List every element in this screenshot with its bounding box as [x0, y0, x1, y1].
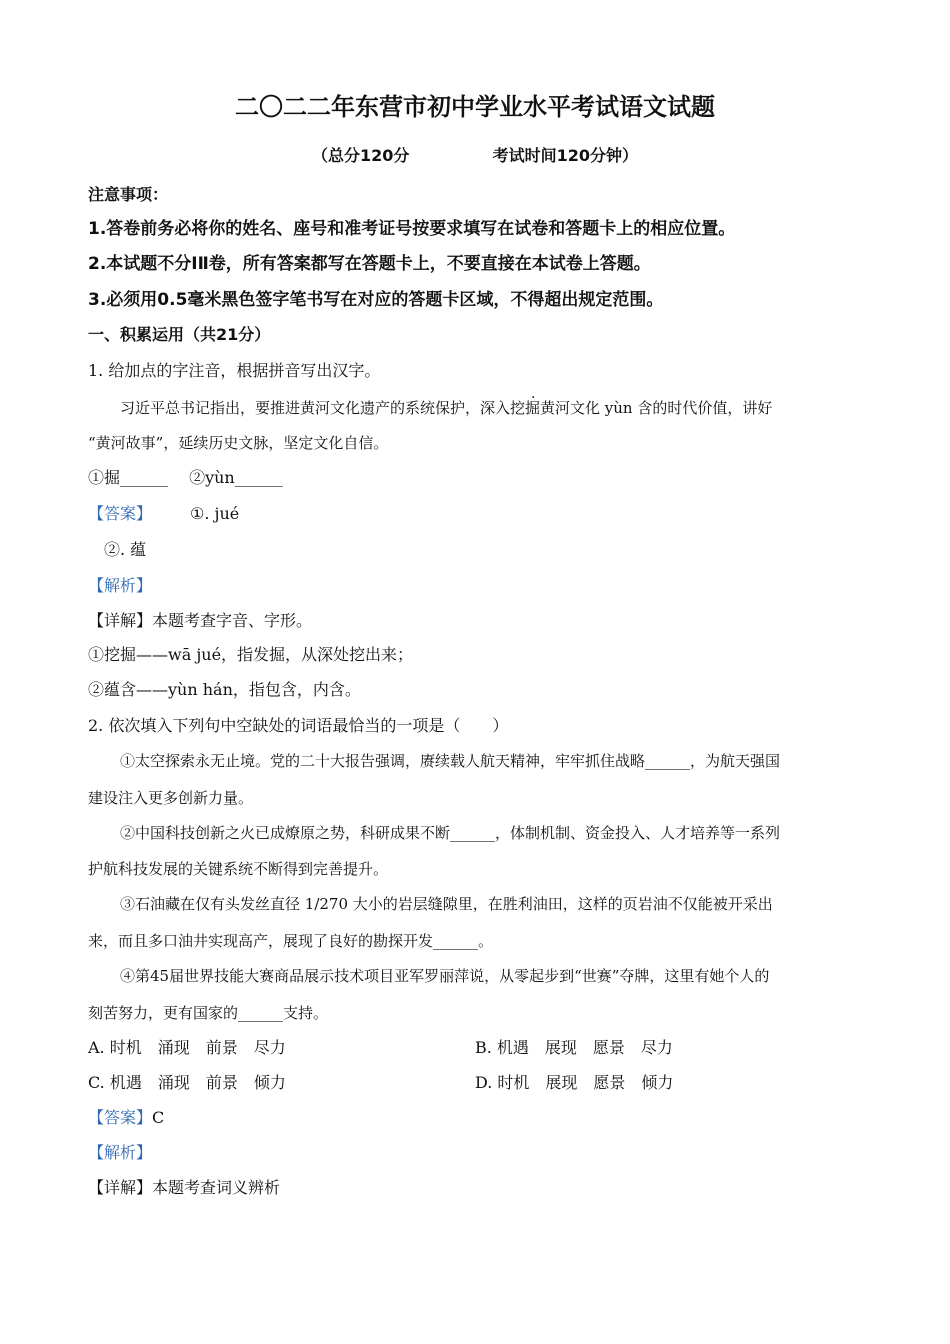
- q2-sentence-3a: ③石油藏在仅有头发丝直径 1/270 大小的岩层缝隙里，在胜利油田，这样的页岩油不仅能被开采出: [120, 895, 773, 913]
- q1-blanks: ①掘______ ②yùn______: [88, 468, 283, 487]
- q1-answer-2: ②. 蕴: [104, 540, 147, 559]
- q2-option-a: A. 时机 涌现 前景 尽力: [88, 1038, 286, 1057]
- q2-detail: 【详解】本题考查词义辨析: [88, 1178, 281, 1197]
- dotted-char: 掘: [525, 399, 541, 417]
- q1-passage-line-1: 习近平总书记指出，要推进黄河文化遗产的系统保护，深入挖掘黄河文化 yùn 含的时代价值，讲好: [120, 399, 773, 417]
- q2-analysis-label: 【解析】: [88, 1143, 153, 1162]
- q2-sentence-1b: 建设注入更多创新力量。: [88, 789, 254, 807]
- q2-option-d: D. 时机 展现 愿景 倾力: [475, 1073, 674, 1092]
- q1-detail-1: ①挖掘——wā jué，指发掘，从深处挖出来；: [88, 645, 414, 664]
- answer-label: 【答案】: [88, 1108, 153, 1127]
- q1-detail: 【详解】本题考查字音、字形。: [88, 611, 313, 630]
- q2-sentence-2a: ②中国科技创新之火已成燎原之势，科研成果不断______，体制机制、资金投入、人才培养等一系列: [120, 824, 781, 842]
- q2-option-b: B. 机遇 展现 愿景 尽力: [475, 1038, 673, 1057]
- note-item-1: 1.答卷前务必将你的姓名、座号和准考证号按要求填写在试卷和答题卡上的相应位置。: [88, 219, 736, 239]
- exam-title: 二〇二二年东营市初中学业水平考试语文试题: [235, 93, 715, 121]
- q2-sentence-2b: 护航科技发展的关键系统不断得到完善提升。: [88, 860, 389, 878]
- q2-sentence-3b: 来，而且多口油井实现高产，展现了良好的勘探开发______。: [88, 932, 494, 950]
- q2-sentence-4a: ④第45届世界技能大赛商品展示技术项目亚军罗丽萍说，从零起步到“世赛”夺牌，这里有她个人的: [120, 967, 770, 985]
- notes-heading: 注意事项：: [88, 185, 169, 204]
- note-item-2: 2.本试题不分ⅠⅡ卷，所有答案都写在答题卡上，不要直接在本试卷上答题。: [88, 254, 651, 274]
- q1-passage-line-2: “黄河故事”，延续历史文脉，坚定文化自信。: [88, 434, 389, 452]
- q1-stem: 1. 给加点的字注音，根据拼音写出汉字。: [88, 361, 381, 380]
- exam-subtitle: [0, 146, 950, 166]
- total-score: （总分120分: [312, 146, 410, 165]
- q2-sentence-4b: 刻苦努力，更有国家的______支持。: [88, 1004, 329, 1022]
- q2-answer: 【答案】C: [88, 1108, 165, 1127]
- exam-time: 考试时间120分钟）: [492, 146, 638, 165]
- q1-detail-2: ②蕴含——yùn hán，指包含，内含。: [88, 680, 361, 699]
- answer-label: 【答案】: [88, 504, 153, 523]
- q2-option-c: C. 机遇 涌现 前景 倾力: [88, 1073, 286, 1092]
- q2-sentence-1a: ①太空探索永无止境。党的二十大报告强调，赓续载人航天精神，牢牢抓住战略______，为航天强国: [120, 752, 781, 770]
- q1-analysis-label: 【解析】: [88, 576, 153, 595]
- q1-answer: 【答案】 ①. jué: [88, 504, 240, 523]
- note-item-3: 3.必须用0.5毫米黑色签字笔书写在对应的答题卡区域，不得超出规定范围。: [88, 290, 664, 310]
- section-1-heading: 一、积累运用（共21分）: [88, 325, 271, 344]
- q2-stem: 2. 依次填入下列句中空缺处的词语最恰当的一项是（ ）: [88, 716, 509, 735]
